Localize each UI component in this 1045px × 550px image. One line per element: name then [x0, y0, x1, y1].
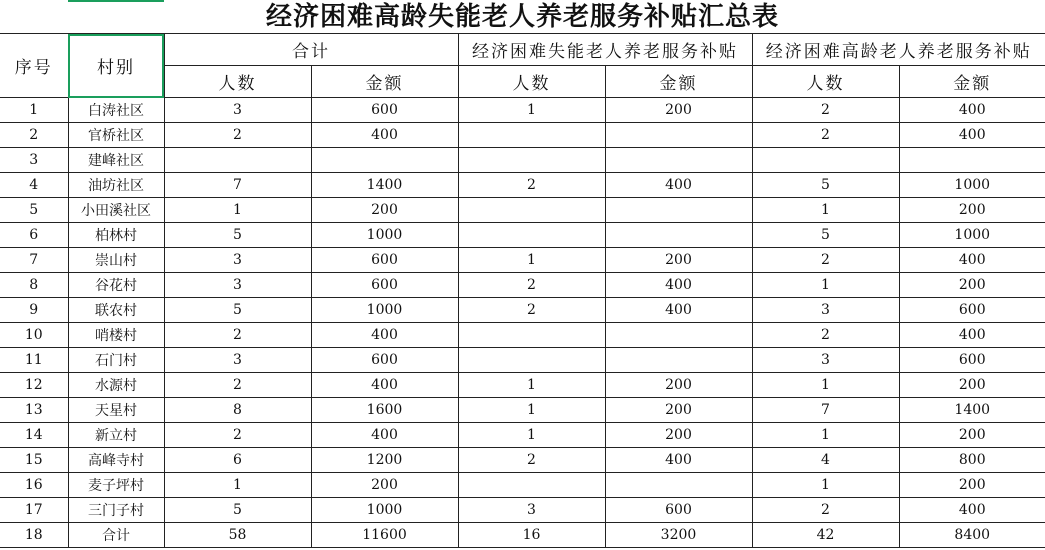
- header-total-amount[interactable]: 金额: [311, 66, 458, 98]
- total-count-cell[interactable]: 6: [164, 448, 311, 473]
- total-amount-cell[interactable]: 1200: [311, 448, 458, 473]
- elderly-amount-cell[interactable]: 400: [899, 323, 1045, 348]
- total-amount-cell[interactable]: 600: [311, 348, 458, 373]
- header-disabled-count[interactable]: 人数: [458, 66, 605, 98]
- total-amount-cell[interactable]: 400: [311, 123, 458, 148]
- village-cell[interactable]: 白涛社区: [68, 98, 164, 123]
- disabled-amount-cell[interactable]: [605, 223, 752, 248]
- elderly-amount-cell[interactable]: 200: [899, 273, 1045, 298]
- table-row: [0, 248, 1045, 273]
- disabled-amount-cell[interactable]: 200: [605, 398, 752, 423]
- table-row: [0, 273, 1045, 298]
- total-amount-cell[interactable]: 400: [311, 323, 458, 348]
- header-total-count[interactable]: 人数: [164, 66, 311, 98]
- disabled-count-cell[interactable]: 2: [458, 273, 605, 298]
- table-row: [0, 223, 1045, 248]
- disabled-amount-cell[interactable]: [605, 148, 752, 173]
- elderly-count-cell[interactable]: 2: [752, 498, 899, 523]
- total-count-cell[interactable]: 2: [164, 323, 311, 348]
- total-amount-cell[interactable]: 200: [311, 473, 458, 498]
- table-row: [0, 348, 1045, 373]
- village-cell[interactable]: 合计: [68, 523, 164, 548]
- total-amount-cell[interactable]: [311, 148, 458, 173]
- disabled-count-cell[interactable]: 1: [458, 398, 605, 423]
- sheet-title: 经济困难高龄失能老人养老服务补贴汇总表: [265, 2, 779, 32]
- table-row: [0, 298, 1045, 323]
- elderly-count-cell[interactable]: 5: [752, 223, 899, 248]
- total-count-cell[interactable]: 2: [164, 373, 311, 398]
- total-count-cell[interactable]: [164, 148, 311, 173]
- seq-cell[interactable]: 7: [0, 248, 68, 273]
- elderly-amount-cell[interactable]: 600: [899, 348, 1045, 373]
- table-row: [0, 123, 1045, 148]
- disabled-count-cell[interactable]: 1: [458, 373, 605, 398]
- elderly-count-cell[interactable]: 1: [752, 373, 899, 398]
- total-amount-cell[interactable]: 1000: [311, 298, 458, 323]
- elderly-amount-cell[interactable]: 400: [899, 98, 1045, 123]
- disabled-count-cell[interactable]: 16: [458, 523, 605, 548]
- seq-cell[interactable]: 17: [0, 498, 68, 523]
- total-count-cell[interactable]: 1: [164, 473, 311, 498]
- seq-cell[interactable]: 5: [0, 198, 68, 223]
- elderly-count-cell[interactable]: 1: [752, 423, 899, 448]
- elderly-amount-cell[interactable]: [899, 148, 1045, 173]
- seq-cell[interactable]: 8: [0, 273, 68, 298]
- elderly-count-cell[interactable]: 7: [752, 398, 899, 423]
- seq-cell[interactable]: 15: [0, 448, 68, 473]
- total-count-cell[interactable]: 58: [164, 523, 311, 548]
- disabled-count-cell[interactable]: [458, 473, 605, 498]
- village-cell[interactable]: 建峰社区: [68, 148, 164, 173]
- table-row: [0, 523, 1045, 548]
- disabled-amount-cell[interactable]: 400: [605, 273, 752, 298]
- total-count-cell[interactable]: 5: [164, 498, 311, 523]
- elderly-amount-cell[interactable]: 200: [899, 423, 1045, 448]
- table-row: [0, 423, 1045, 448]
- elderly-amount-cell[interactable]: 200: [899, 473, 1045, 498]
- elderly-count-cell[interactable]: 3: [752, 348, 899, 373]
- seq-cell[interactable]: 2: [0, 123, 68, 148]
- village-cell[interactable]: 小田溪社区: [68, 198, 164, 223]
- total-amount-cell[interactable]: 1000: [311, 498, 458, 523]
- disabled-count-cell[interactable]: [458, 348, 605, 373]
- disabled-amount-cell[interactable]: 200: [605, 248, 752, 273]
- village-cell[interactable]: 谷花村: [68, 273, 164, 298]
- elderly-count-cell[interactable]: 2: [752, 98, 899, 123]
- table-row: [0, 473, 1045, 498]
- table-body: [0, 98, 1045, 548]
- header-elderly-amount[interactable]: 金额: [899, 66, 1045, 98]
- subsidy-summary-table: [0, 33, 1045, 548]
- disabled-count-cell[interactable]: 3: [458, 498, 605, 523]
- disabled-count-cell[interactable]: 1: [458, 423, 605, 448]
- elderly-count-cell[interactable]: 2: [752, 123, 899, 148]
- village-cell[interactable]: 联农村: [68, 298, 164, 323]
- total-count-cell[interactable]: 2: [164, 123, 311, 148]
- elderly-amount-cell[interactable]: 200: [899, 373, 1045, 398]
- elderly-count-cell[interactable]: 4: [752, 448, 899, 473]
- disabled-amount-cell[interactable]: [605, 323, 752, 348]
- elderly-amount-cell[interactable]: 400: [899, 498, 1045, 523]
- elderly-amount-cell[interactable]: 400: [899, 123, 1045, 148]
- table-row: [0, 98, 1045, 123]
- table-row: [0, 198, 1045, 223]
- elderly-count-cell[interactable]: 2: [752, 248, 899, 273]
- village-cell[interactable]: 三门子村: [68, 498, 164, 523]
- elderly-count-cell[interactable]: 1: [752, 273, 899, 298]
- header-disabled-subsidy-group[interactable]: 经济困难失能老人养老服务补贴: [458, 34, 752, 66]
- disabled-count-cell[interactable]: [458, 223, 605, 248]
- disabled-count-cell[interactable]: [458, 123, 605, 148]
- disabled-amount-cell[interactable]: 400: [605, 448, 752, 473]
- total-amount-cell[interactable]: 1000: [311, 223, 458, 248]
- total-count-cell[interactable]: 2: [164, 423, 311, 448]
- disabled-count-cell[interactable]: [458, 148, 605, 173]
- table-row: [0, 373, 1045, 398]
- village-cell[interactable]: 水源村: [68, 373, 164, 398]
- seq-cell[interactable]: 4: [0, 173, 68, 198]
- seq-cell[interactable]: 9: [0, 298, 68, 323]
- table-row: [0, 448, 1045, 473]
- elderly-amount-cell[interactable]: 400: [899, 248, 1045, 273]
- seq-cell[interactable]: 18: [0, 523, 68, 548]
- total-count-cell[interactable]: 3: [164, 273, 311, 298]
- seq-cell[interactable]: 10: [0, 323, 68, 348]
- disabled-amount-cell[interactable]: [605, 348, 752, 373]
- village-cell[interactable]: 柏林村: [68, 223, 164, 248]
- disabled-count-cell[interactable]: 2: [458, 298, 605, 323]
- disabled-amount-cell[interactable]: 200: [605, 98, 752, 123]
- seq-cell[interactable]: 3: [0, 148, 68, 173]
- village-cell[interactable]: 天星村: [68, 398, 164, 423]
- header-elderly-subsidy-group[interactable]: 经济困难高龄老人养老服务补贴: [752, 34, 1045, 66]
- disabled-count-cell[interactable]: [458, 323, 605, 348]
- village-cell[interactable]: 高峰寺村: [68, 448, 164, 473]
- disabled-amount-cell[interactable]: 200: [605, 373, 752, 398]
- elderly-count-cell[interactable]: 3: [752, 298, 899, 323]
- header-seq[interactable]: 序号: [0, 34, 68, 98]
- disabled-count-cell[interactable]: 2: [458, 448, 605, 473]
- elderly-amount-cell[interactable]: 200: [899, 198, 1045, 223]
- elderly-amount-cell[interactable]: 600: [899, 298, 1045, 323]
- header-village[interactable]: 村别: [68, 34, 164, 98]
- elderly-amount-cell[interactable]: 8400: [899, 523, 1045, 548]
- elderly-count-cell[interactable]: 42: [752, 523, 899, 548]
- village-cell[interactable]: 新立村: [68, 423, 164, 448]
- total-amount-cell[interactable]: 200: [311, 198, 458, 223]
- disabled-amount-cell[interactable]: [605, 473, 752, 498]
- table-row: [0, 498, 1045, 523]
- header-elderly-count[interactable]: 人数: [752, 66, 899, 98]
- disabled-amount-cell[interactable]: 3200: [605, 523, 752, 548]
- disabled-count-cell[interactable]: 1: [458, 98, 605, 123]
- disabled-amount-cell[interactable]: 400: [605, 298, 752, 323]
- disabled-amount-cell[interactable]: [605, 123, 752, 148]
- total-count-cell[interactable]: 7: [164, 173, 311, 198]
- disabled-amount-cell[interactable]: [605, 198, 752, 223]
- table-row: [0, 173, 1045, 198]
- total-count-cell[interactable]: 8: [164, 398, 311, 423]
- village-cell[interactable]: 油坊社区: [68, 173, 164, 198]
- village-cell[interactable]: 哨楼村: [68, 323, 164, 348]
- elderly-amount-cell[interactable]: 1000: [899, 223, 1045, 248]
- elderly-count-cell[interactable]: [752, 148, 899, 173]
- disabled-count-cell[interactable]: 2: [458, 173, 605, 198]
- total-amount-cell[interactable]: 11600: [311, 523, 458, 548]
- total-amount-cell[interactable]: 400: [311, 373, 458, 398]
- total-amount-cell[interactable]: 600: [311, 98, 458, 123]
- village-cell[interactable]: 崇山村: [68, 248, 164, 273]
- total-count-cell[interactable]: 3: [164, 348, 311, 373]
- table-row: [0, 148, 1045, 173]
- header-disabled-amount[interactable]: 金额: [605, 66, 752, 98]
- seq-cell[interactable]: 13: [0, 398, 68, 423]
- total-count-cell[interactable]: 3: [164, 98, 311, 123]
- table-row: [0, 398, 1045, 423]
- elderly-count-cell[interactable]: 1: [752, 473, 899, 498]
- elderly-count-cell[interactable]: 1: [752, 198, 899, 223]
- total-count-cell[interactable]: 5: [164, 223, 311, 248]
- header-total-group[interactable]: 合计: [164, 34, 458, 66]
- village-cell[interactable]: 官桥社区: [68, 123, 164, 148]
- village-cell[interactable]: 石门村: [68, 348, 164, 373]
- total-count-cell[interactable]: 5: [164, 298, 311, 323]
- elderly-count-cell[interactable]: 5: [752, 173, 899, 198]
- seq-cell[interactable]: 12: [0, 373, 68, 398]
- disabled-count-cell[interactable]: [458, 198, 605, 223]
- disabled-count-cell[interactable]: 1: [458, 248, 605, 273]
- seq-cell[interactable]: 6: [0, 223, 68, 248]
- disabled-amount-cell[interactable]: 600: [605, 498, 752, 523]
- elderly-amount-cell[interactable]: 800: [899, 448, 1045, 473]
- village-cell[interactable]: 麦子坪村: [68, 473, 164, 498]
- total-amount-cell[interactable]: 400: [311, 423, 458, 448]
- total-amount-cell[interactable]: 600: [311, 248, 458, 273]
- elderly-amount-cell[interactable]: 1000: [899, 173, 1045, 198]
- elderly-amount-cell[interactable]: 1400: [899, 398, 1045, 423]
- disabled-amount-cell[interactable]: 400: [605, 173, 752, 198]
- seq-cell[interactable]: 1: [0, 98, 68, 123]
- total-count-cell[interactable]: 1: [164, 198, 311, 223]
- disabled-amount-cell[interactable]: 200: [605, 423, 752, 448]
- total-amount-cell[interactable]: 1600: [311, 398, 458, 423]
- total-count-cell[interactable]: 3: [164, 248, 311, 273]
- total-amount-cell[interactable]: 1400: [311, 173, 458, 198]
- table-row: [0, 323, 1045, 348]
- total-amount-cell[interactable]: 600: [311, 273, 458, 298]
- seq-cell[interactable]: 11: [0, 348, 68, 373]
- seq-cell[interactable]: 14: [0, 423, 68, 448]
- elderly-count-cell[interactable]: 2: [752, 323, 899, 348]
- seq-cell[interactable]: 16: [0, 473, 68, 498]
